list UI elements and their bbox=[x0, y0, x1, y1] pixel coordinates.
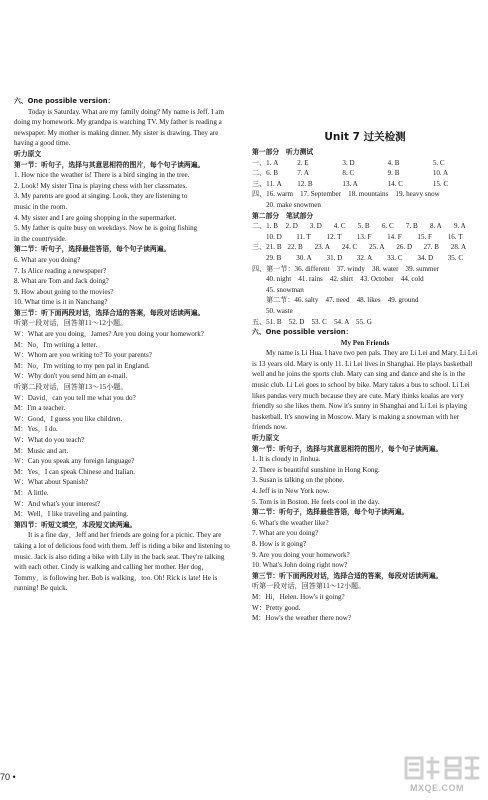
dialogue-line: W：And what's your interest? bbox=[14, 499, 101, 508]
answer: 32. A bbox=[356, 253, 373, 262]
answer: 15. C bbox=[432, 179, 449, 188]
dialogue-line: M：A little. bbox=[14, 488, 49, 497]
answer-line: 50. waste bbox=[266, 306, 293, 315]
answer: 13. A bbox=[342, 179, 358, 188]
right-column bbox=[252, 130, 478, 624]
section-6-heading: 六、One possible version： bbox=[252, 328, 353, 337]
dialogue-line: W：Good，I guess you like children. bbox=[14, 414, 123, 423]
transcript-line: 1. It is cloudy in Jinhua. bbox=[252, 455, 321, 464]
answer: 25. A bbox=[369, 243, 385, 252]
answer-line: 四、16. warm 17. September 18. mountains 19. heavy snow bbox=[252, 190, 440, 199]
transcript-line: 6. What are you doing? bbox=[14, 255, 81, 264]
transcript-line: music in the room. bbox=[14, 202, 68, 211]
dialogue-2-heading: 听第二段对话，回答第13～15小题。 bbox=[14, 383, 128, 392]
transcript-line: 5. My father is quite busy on weekdays. Now he is going fishing bbox=[14, 224, 198, 233]
answer: 7. A bbox=[297, 169, 310, 178]
answer-line: 四、第一节：36. different 37. windy 38. water 39. summer bbox=[252, 264, 440, 273]
part-3-heading: 第三节：听下面两段对话，选择合适的答案，每段对话读两遍。 bbox=[252, 571, 443, 580]
answer: 三、21. B bbox=[252, 243, 282, 252]
dialogue-line: W：What do you teach? bbox=[14, 436, 85, 444]
answer: 4. B bbox=[387, 158, 400, 167]
answer: 10. D bbox=[266, 232, 282, 241]
transcript-line: 3. My parents are good at singing. Look, they are listening to bbox=[14, 192, 188, 201]
dialogue-line: M：Yes，I can speak Chinese and Italian. bbox=[14, 467, 136, 476]
answer: 35. C bbox=[447, 253, 464, 262]
dialogue-1-heading: 听第一段对话，回答第11～12小题。 bbox=[252, 582, 366, 591]
answer: 5. C bbox=[432, 158, 445, 167]
part-1-listening-heading: 第一部分 听力测试 bbox=[252, 148, 314, 156]
dialogue-line: W：Why don't you send him an e-mail. bbox=[14, 372, 128, 381]
transcript-line: 7. Is Alice reading a newspaper? bbox=[14, 266, 107, 275]
answer: 24. C bbox=[341, 243, 358, 252]
transcript-line: 9. How about going to the movies? bbox=[14, 287, 114, 296]
answer-line: 20. make snowmen bbox=[266, 200, 321, 209]
transcript-line: 4. Jeff is in New York now. bbox=[252, 487, 330, 495]
answer-row bbox=[252, 158, 478, 169]
answer: 16. T bbox=[447, 232, 463, 241]
answer: 9. A bbox=[453, 222, 466, 231]
answer: 5. B bbox=[357, 222, 370, 231]
answer: 3. D bbox=[309, 222, 322, 231]
sample-essay-family: Today is Saturday. What are my family doing? My name is Jeff. I am doing my homework. My grandpa is watching TV. My father is reading a newspaper. My mother is making dinner. My sister is drawing. They are having a good time. bbox=[14, 107, 224, 148]
dialogue-line: M：Music and art. bbox=[14, 446, 69, 455]
dialogue-line: M：Hi，Helen. How's it going? bbox=[252, 592, 345, 601]
answer: 13. F bbox=[356, 232, 372, 241]
dialogue-1-heading: 听第一段对话，回答第11～12小题。 bbox=[14, 319, 128, 328]
answer-line: 45. snowman bbox=[266, 285, 304, 294]
unit-title: Unit 7 过关检测 bbox=[324, 131, 406, 143]
transcript-line: 2. There is beautiful sunshine in Hong Kong. bbox=[252, 465, 380, 474]
answer: 8. A bbox=[429, 222, 442, 231]
left-column bbox=[14, 96, 236, 594]
answer-row bbox=[252, 232, 478, 243]
watermark-text: MXQE.COM bbox=[410, 783, 465, 793]
part-1-heading: 第一节：听句子，选择与其意思相符的图片，每个句子读两遍。 bbox=[14, 160, 205, 169]
dialogue-line: M：How's the weather there now? bbox=[252, 614, 351, 623]
transcript-line: 10. What's John doing right now? bbox=[252, 561, 348, 570]
dialogue-line: W：Whom are you writing to? To your parents? bbox=[14, 351, 152, 360]
answer: 28. A bbox=[450, 243, 467, 252]
watermark-logo-icon bbox=[400, 752, 484, 784]
part-4-heading: 第四节：听短文填空，本段短文读两遍。 bbox=[14, 520, 137, 529]
answer: 7. B bbox=[405, 222, 418, 231]
transcript-line: 6. What's the weather like? bbox=[252, 518, 329, 527]
transcript-line: 9. Are you doing your homework? bbox=[252, 550, 350, 559]
answer: 27. B bbox=[423, 243, 439, 252]
part-3-heading: 第三节：听下面两段对话，选择合适的答案，每段对话读两遍。 bbox=[14, 308, 205, 317]
dialogue-line: W：What are you doing，James? Are you doing your homework? bbox=[14, 330, 204, 339]
answer-line: 五、51. B 52. D 53. C 54. A 55. G bbox=[252, 317, 372, 326]
dialogue-line: M：Well，I like traveling and painting. bbox=[14, 510, 129, 519]
answer-row bbox=[252, 253, 478, 264]
part-2-heading: 第二节：听句子，选择最佳答语，每个句子读两遍。 bbox=[252, 508, 409, 517]
answer-row bbox=[252, 168, 478, 179]
answer-row bbox=[252, 179, 478, 190]
answer-row bbox=[252, 242, 478, 253]
answer: 23. A bbox=[314, 243, 330, 252]
dialogue-line: M：I'm a teacher. bbox=[14, 404, 66, 413]
answer-row bbox=[252, 221, 478, 232]
transcript-line: in the countryside. bbox=[14, 234, 67, 243]
answer: 30. A bbox=[296, 253, 312, 262]
answer: 22. B bbox=[287, 243, 303, 252]
transcript-line: 8. How is it going? bbox=[252, 539, 307, 548]
essay-title: My Pen Friends bbox=[340, 338, 390, 347]
answer: 33. C bbox=[387, 253, 403, 262]
dialogue-line: W：Pretty good. bbox=[252, 603, 301, 612]
transcript-line: 7. What are you doing? bbox=[252, 529, 319, 538]
answer: 12. B bbox=[297, 179, 313, 188]
answer: 4. C bbox=[333, 222, 346, 231]
answer: 3. D bbox=[342, 158, 355, 167]
part-2-heading: 第二节：听句子，选择最佳答语，每个句子读两遍。 bbox=[14, 245, 171, 254]
answer: 2. D bbox=[285, 222, 298, 231]
answer: 三、11. A bbox=[252, 179, 282, 188]
transcript-line: 4. My sister and I are going shopping in the supermarket. bbox=[14, 213, 177, 222]
dialogue-line: M：No，I'm writing a letter. bbox=[14, 340, 98, 349]
dialogue-line: M：Yes，I do. bbox=[14, 425, 58, 434]
part-2-written-heading: 第二部分 笔试部分 bbox=[252, 211, 314, 220]
answer-line: 40. night 41. rains 42. shirt 43. October 44. cold bbox=[266, 275, 424, 284]
transcript-line: 8. What are Tom and Jack doing? bbox=[14, 277, 109, 286]
answer: 14. C bbox=[387, 179, 403, 188]
section-6-heading: 六、One possible version： bbox=[14, 97, 115, 105]
page-number-text: 70 bbox=[0, 772, 11, 782]
answer: 8. C bbox=[342, 169, 355, 178]
answer: 10. A bbox=[432, 169, 449, 178]
answer: 6. C bbox=[381, 222, 394, 231]
listening-transcript-heading: 听力原文 bbox=[14, 149, 42, 158]
part-1-heading: 第一节：听句子，选择与其意思相符的图片，每个句子读两遍。 bbox=[252, 444, 443, 453]
answer: 15. F bbox=[417, 232, 432, 241]
passage-picnic: It is a fine day，Jeff and her friends are going for a picnic. They are taking a lot of delicious food with them. Jeff is riding a bike and listening to music. Jack is also riding a bike with Lily in the back seat. They're talking with each other. Cindy is walking and calling her mother. Her dog，Tommy，is following her. Bob is walking，too. Oh! Rick is late! He is running! Be quick. bbox=[14, 531, 230, 593]
answer: 二、6. B bbox=[252, 169, 279, 178]
answer: 二、1. B bbox=[252, 222, 279, 231]
answer-line: 第二节：46. salty 47. need 48. likes 49. ground bbox=[266, 296, 419, 305]
transcript-line: 2. Look! My sister Tina is playing chess with her classmates. bbox=[14, 181, 187, 190]
dialogue-line: M：No，I'm writing to my pen pal in England. bbox=[14, 361, 150, 370]
answer: 12. T bbox=[326, 232, 342, 241]
transcript-line: 1. How nice the weather is! There is a bird singing in the tree. bbox=[14, 171, 190, 180]
answer: 26. D bbox=[396, 243, 413, 252]
answer: 29. B bbox=[266, 253, 282, 262]
answer: 9. B bbox=[387, 169, 400, 178]
answer: 一、1. A bbox=[252, 158, 279, 167]
site-watermark bbox=[400, 752, 484, 796]
answer: 31. D bbox=[326, 253, 343, 262]
answer: 11. T bbox=[296, 232, 311, 241]
listening-transcript-heading: 听力原文 bbox=[252, 434, 280, 443]
transcript-line: 5. Tom is in Boston. He feels cool in the day. bbox=[252, 497, 380, 506]
transcript-line: 3. Susan is talking on the phone. bbox=[252, 476, 345, 485]
answer: 14. F bbox=[387, 232, 402, 241]
dialogue-line: W：Can you speak any foreign language? bbox=[14, 457, 135, 466]
sample-essay-pen-friends: My name is Li Hua. I have two pen pals. They are Li Lei and Mary. Li Lei is 13 years old. Mary is only 11. Li Lei lives in Shanghai. He plays basketball well and he joins the sports club. Mary can sing and dance and she is in the music club. Li Lei goes to school by bike. Mary takes a bus to school. Li Lei likes pandas very much because they are cute. Mary thinks koalas are very friendly so she likes them. Now it's sunny in Shanghai and Li Lei is playing basketball. It's snowing in Moscow. Mary is making a snowman with her friends now. bbox=[252, 349, 478, 432]
transcript-line: 10. What time is it in Nanchang? bbox=[14, 298, 108, 307]
dialogue-line: W：What about Spanish? bbox=[14, 478, 89, 487]
page-number: 70 • bbox=[0, 772, 16, 782]
answer: 2. E bbox=[297, 158, 309, 167]
answer: 34. D bbox=[417, 253, 434, 262]
dialogue-line: W：David，can you tell me what you do? bbox=[14, 393, 136, 402]
